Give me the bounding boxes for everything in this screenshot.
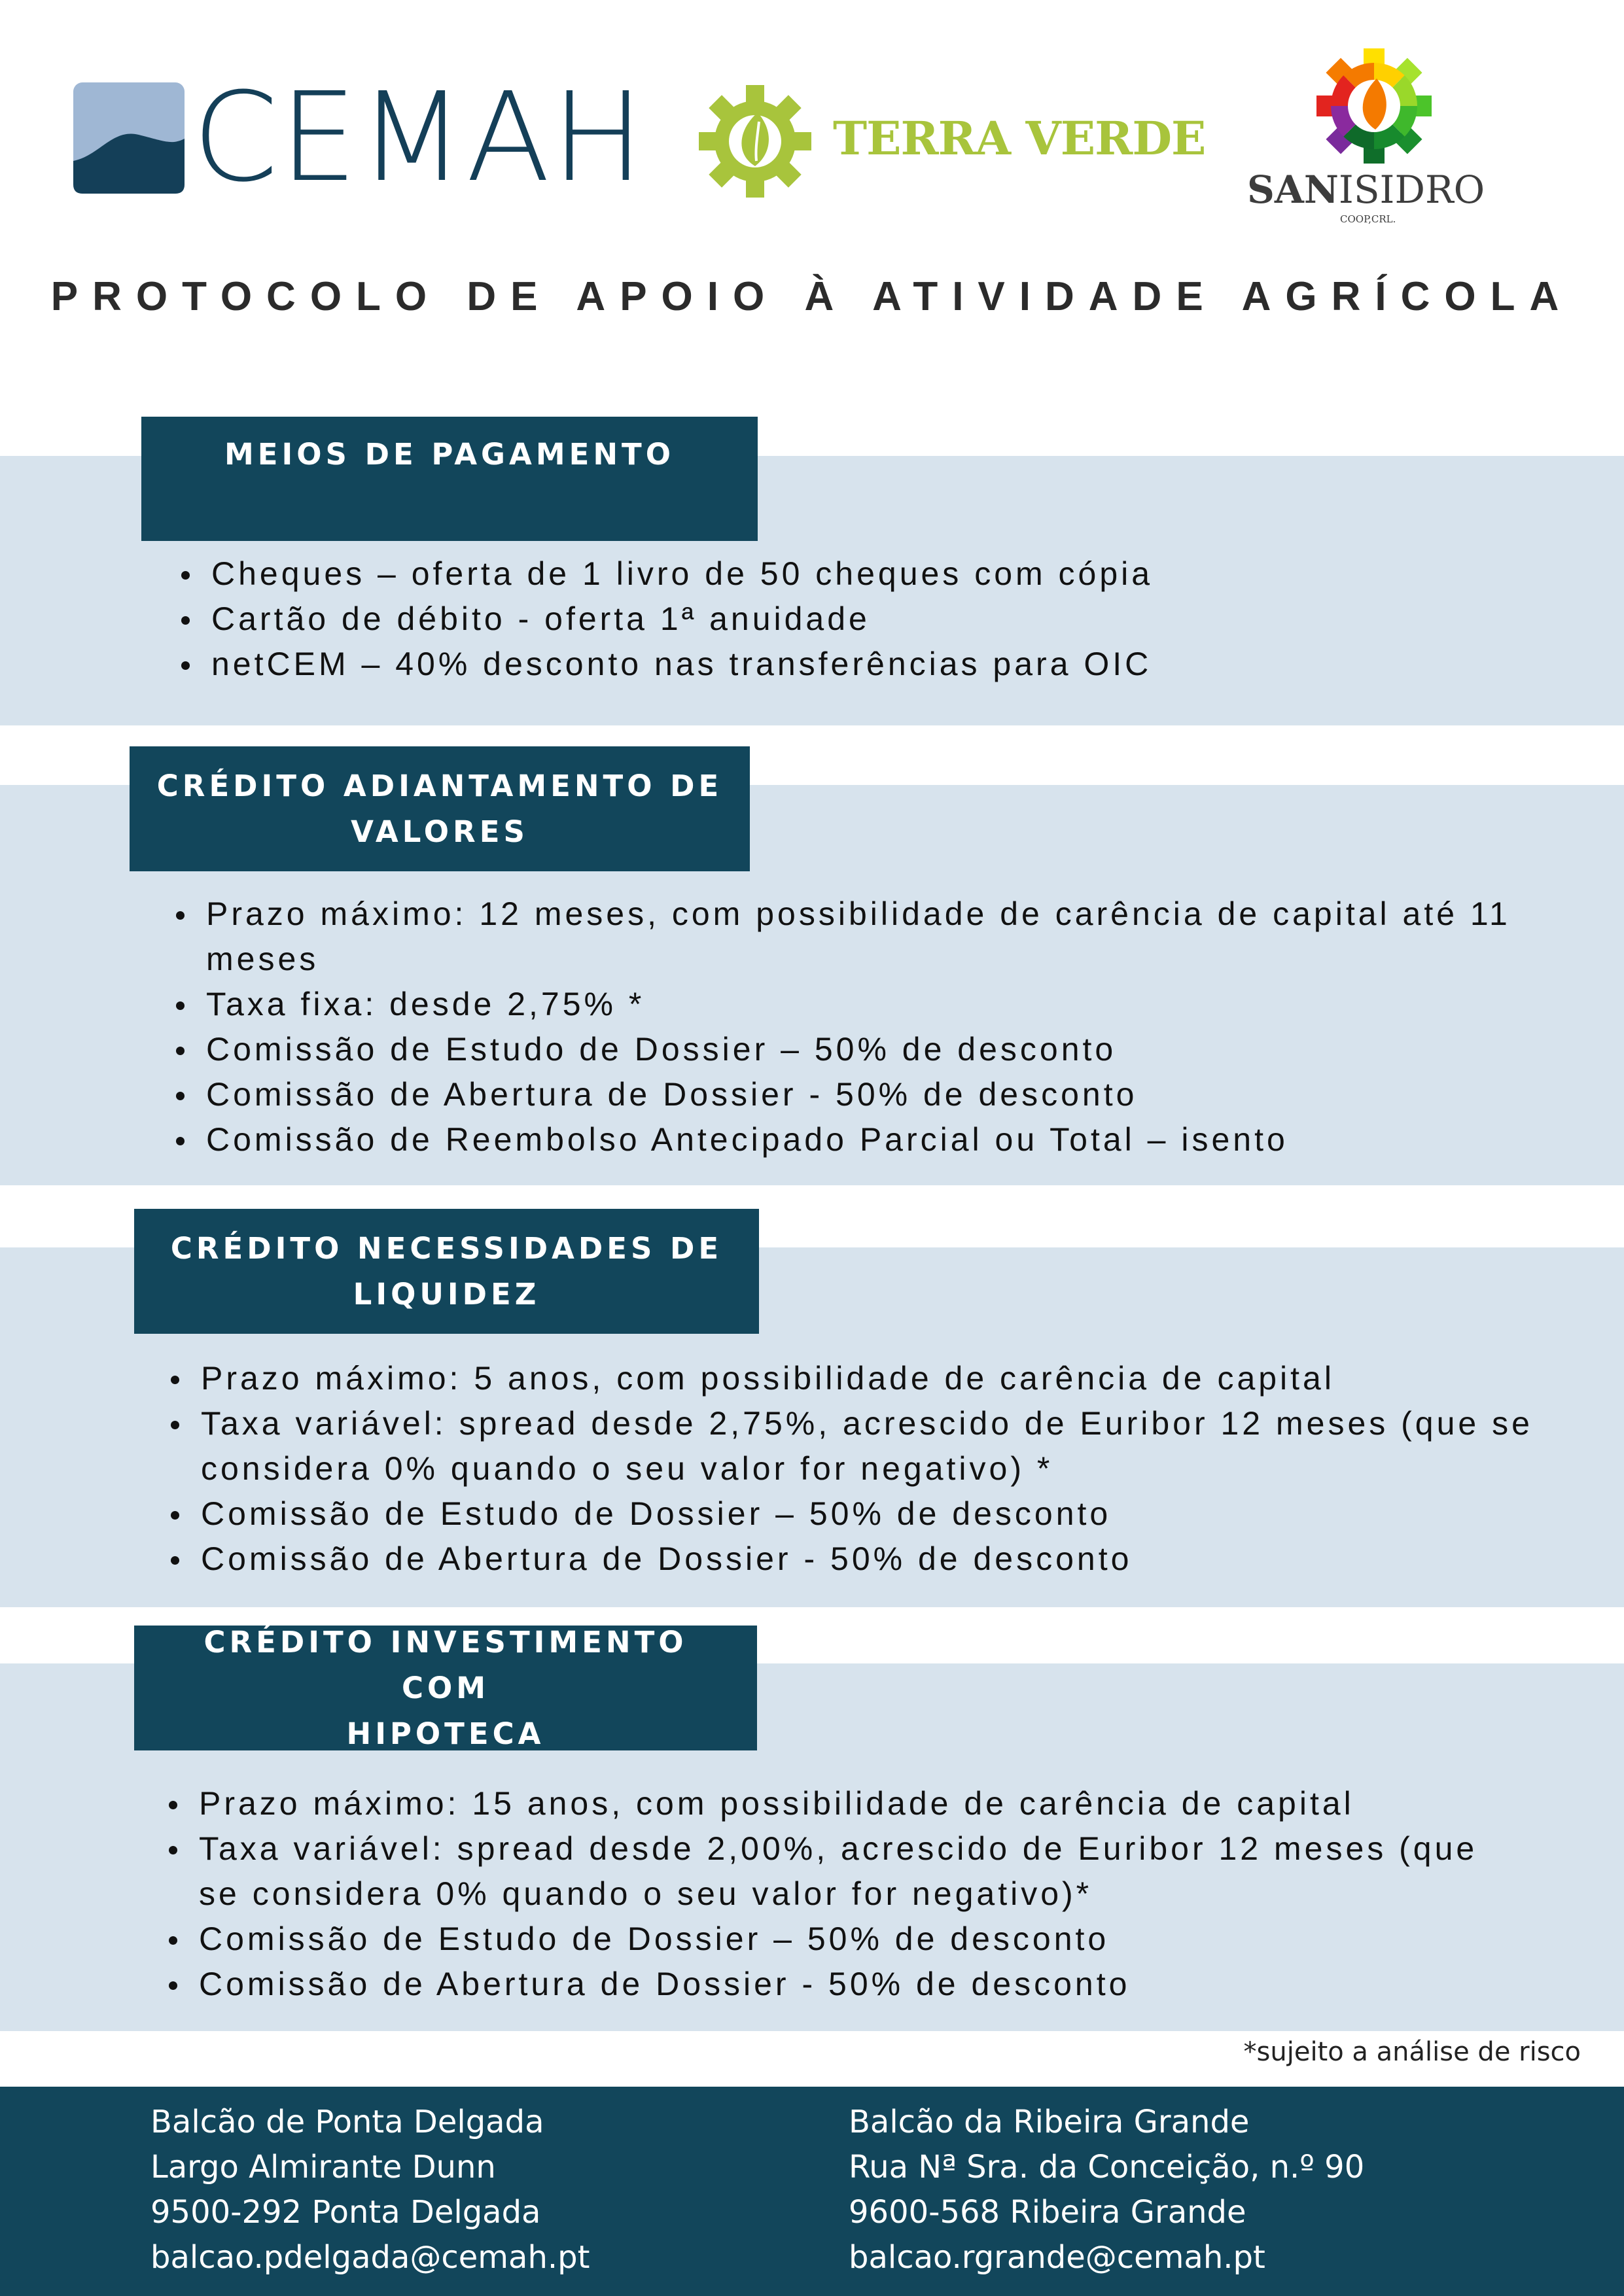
list-item-continuation: considera 0% quando o seu valor for negativo) * (201, 1450, 1053, 1487)
list-item: Cheques – oferta de 1 livro de 50 cheques com cópia (211, 551, 1153, 597)
san-isidro-subtitle: COOP,CRL. (1340, 213, 1396, 225)
section-list-credito-adiantamento (206, 892, 1511, 1162)
list-item: Comissão de Reembolso Antecipado Parcial ou Total – isento (206, 1117, 1511, 1162)
list-item-continuation: meses (206, 941, 319, 977)
rainbow-gear-leaf-icon (1315, 47, 1433, 165)
footer (0, 2087, 1624, 2296)
section-title-credito-investimento: CRÉDITO INVESTIMENTO COM HIPOTECA (134, 1626, 757, 1750)
branch-name: Balcão da Ribeira Grande (849, 2104, 1250, 2140)
section-title-credito-adiantamento: CRÉDITO ADIANTAMENTO DE VALORES (130, 746, 750, 871)
list-item: Prazo máximo: 12 meses, com possibilidade de carência de capital até 11 (206, 892, 1511, 937)
cemah-wave-icon (73, 82, 185, 194)
san-isidro-wordmark: SANISIDRO (1247, 167, 1485, 212)
section-list-credito-liquidez (201, 1356, 1533, 1582)
section-list-credito-investimento (199, 1781, 1477, 2007)
branch-postal: 9500-292 Ponta Delgada (150, 2194, 541, 2231)
branch-street: Rua Nª Sra. da Conceição, n.º 90 (849, 2149, 1365, 2185)
list-item: Comissão de Estudo de Dossier – 50% de desconto (206, 1027, 1511, 1072)
san-isidro-logo (1243, 47, 1505, 230)
terra-verde-logo (699, 85, 1206, 200)
branch-postal: 9600-568 Ribeira Grande (849, 2194, 1246, 2231)
list-item: Prazo máximo: 5 anos, com possibilidade de carência de capital (201, 1356, 1533, 1401)
cemah-logo (73, 66, 646, 209)
list-item: Prazo máximo: 15 anos, com possibilidade de carência de capital (199, 1781, 1477, 1826)
branch-email-link[interactable]: balcao.rgrande@cemah.pt (849, 2239, 1265, 2276)
branch-ribeira-grande (849, 2100, 1364, 2280)
branch-name: Balcão de Ponta Delgada (150, 2104, 544, 2140)
section-title-credito-liquidez: CRÉDITO NECESSIDADES DE LIQUIDEZ (134, 1209, 759, 1334)
list-item: Taxa fixa: desde 2,75% * (206, 982, 1511, 1027)
branch-street: Largo Almirante Dunn (150, 2149, 496, 2185)
list-item: Comissão de Estudo de Dossier – 50% de desconto (199, 1917, 1477, 1962)
branch-ponta-delgada (150, 2100, 590, 2280)
list-item-continuation: se considera 0% quando o seu valor for negativo)* (199, 1875, 1093, 1912)
list-item: netCEM – 40% desconto nas transferências para OIC (211, 642, 1153, 687)
green-gear-leaf-icon (699, 85, 811, 198)
section-title-meios-pagamento: MEIOS DE PAGAMENTO (141, 417, 758, 541)
list-item: Comissão de Estudo de Dossier – 50% de desconto (201, 1491, 1533, 1537)
cemah-wordmark: CEMAH (192, 66, 646, 209)
branch-email-link[interactable]: balcao.pdelgada@cemah.pt (150, 2239, 590, 2276)
risk-footnote: *sujeito a análise de risco (1243, 2037, 1581, 2067)
terra-verde-wordmark: TERRA VERDE (833, 111, 1206, 165)
list-item: Comissão de Abertura de Dossier - 50% de desconto (199, 1962, 1477, 2007)
list-item: Cartão de débito - oferta 1ª anuidade (211, 597, 1153, 642)
list-item: Taxa variável: spread desde 2,75%, acrescido de Euribor 12 meses (que se (201, 1401, 1533, 1446)
list-item: Comissão de Abertura de Dossier - 50% de desconto (206, 1072, 1511, 1117)
page-title: PROTOCOLO DE APOIO À ATIVIDADE AGRÍCOLA (50, 274, 1574, 319)
section-list-meios-pagamento (211, 551, 1153, 687)
list-item: Comissão de Abertura de Dossier - 50% de desconto (201, 1537, 1533, 1582)
list-item: Taxa variável: spread desde 2,00%, acrescido de Euribor 12 meses (que (199, 1826, 1477, 1871)
